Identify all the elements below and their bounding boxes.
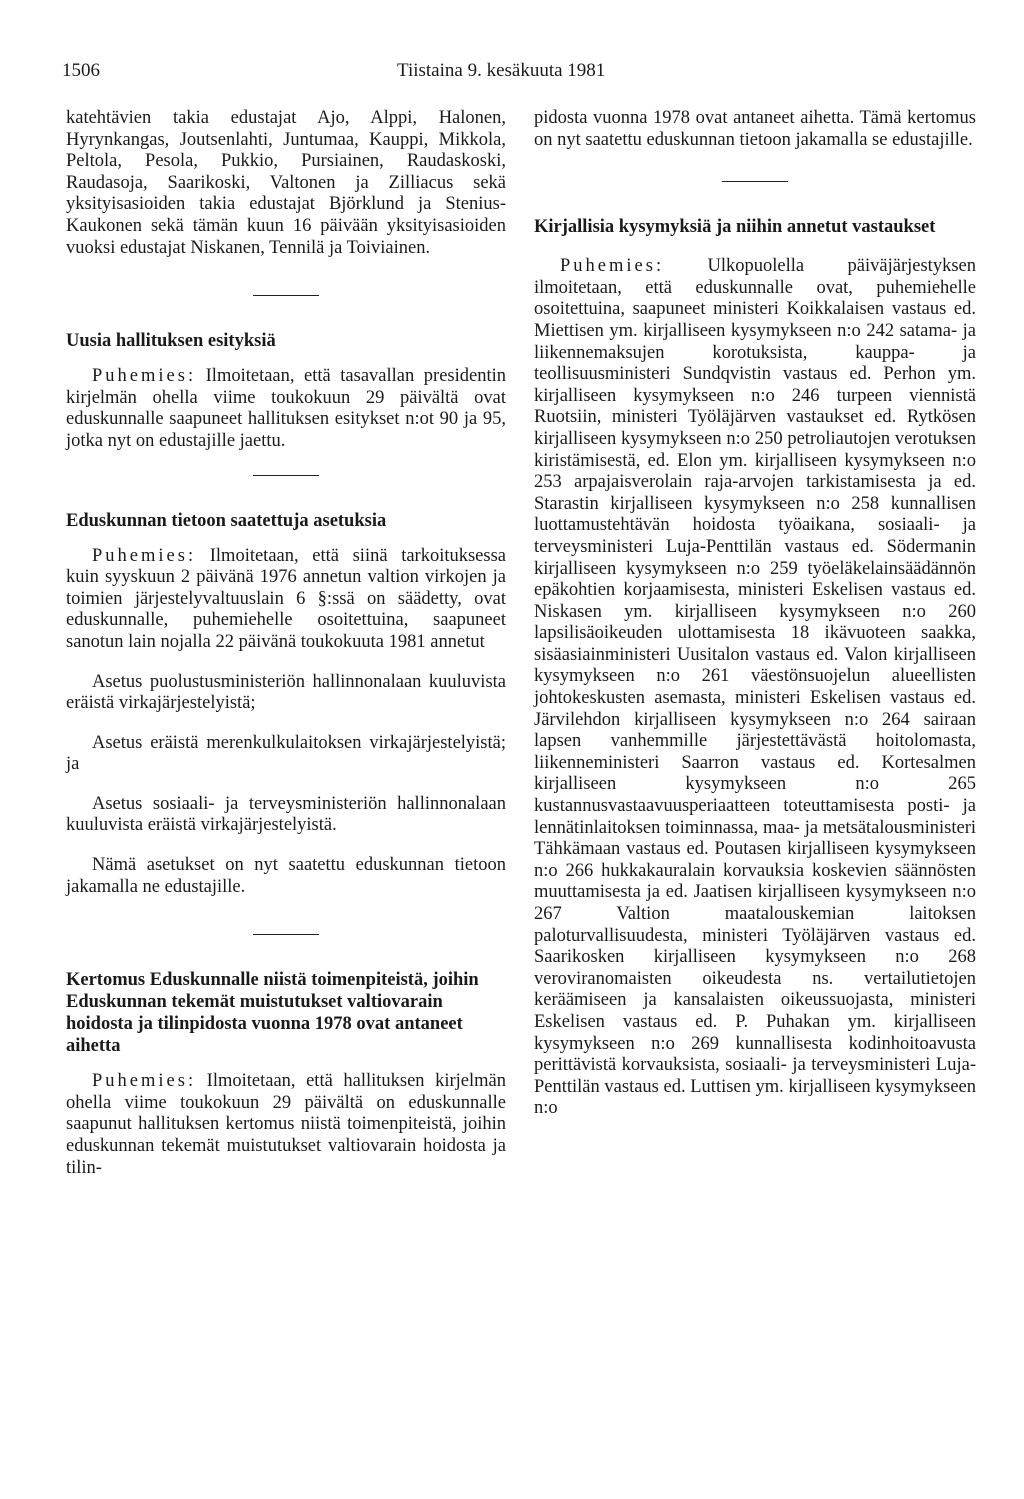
section-title-kertomus: Kertomus Eduskunnalle niistä toimenpiteistä, joihin Eduskunnan tekemät muistutukset valtiovarain hoidosta ja tilinpidosta vuonna 1978 ovat antaneet aihetta — [66, 970, 479, 1057]
section-title-hallituksen-esityksia: Uusia hallituksen esityksiä — [66, 331, 276, 352]
paragraph-text: Ilmoitetaan, että tasavallan presidentin kirjelmän ohella viime toukokuun 29 päivältä ovat eduskunnalle saapuneet hallituksen esitykset n:ot 90 ja 95, jotka nyt on edustajille jaettu. — [66, 366, 506, 451]
speaker-label: Puhemies: — [92, 1071, 197, 1092]
page-date: Tiistaina 9. kesäkuuta 1981 — [397, 60, 606, 81]
intro-paragraph: katehtävien takia edustajat Ajo, Alppi, Halonen, Hyrynkangas, Joutsenlahti, Juntumaa, Kauppi, Mikkola, Peltola, Pesola, Pukkio, Pursiainen, Raudaskoski, Raudasoja, Saarikoski, Valtonen ja Zilliacus sekä yksityisasioiden takia edustajat Björklund ja Stenius-Kaukonen sekä tämän kuun 16 päivään yksityisasioiden vuoksi edustajat Niskanen, Tennilä ja Toiviainen. — [66, 108, 506, 258]
section-paragraph — [66, 546, 506, 654]
speaker-label: Puhemies: — [560, 256, 665, 277]
page-header — [62, 60, 962, 90]
speaker-label: Puhemies: — [92, 366, 197, 387]
speaker-label: Puhemies: — [92, 545, 197, 566]
paragraph-text: Ilmoitetaan, että siinä tarkoituksessa kuin syyskuun 2 päivänä 1976 annetun valtion virkojen ja toimien järjestelyvaltuuslain 6 §:ssä on säädetty, ovat eduskunnalle, puhemiehelle osoitettuina, saapuneet sanotun lain nojalla 22 päivänä toukokuuta 1981 annetut — [66, 545, 507, 652]
left-column — [66, 108, 506, 1179]
section-paragraph — [66, 366, 506, 452]
closing-paragraph: Nämä asetukset on nyt saatettu eduskunnan tietoon jakamalla ne edustajille. — [66, 855, 506, 897]
continuation-paragraph: pidosta vuonna 1978 ovat antaneet aihetta. Tämä kertomus on nyt saatettu eduskunnan tietoon jakamalla se edustajille. — [534, 108, 976, 150]
section-paragraph — [66, 1071, 506, 1179]
paragraph-text: Ilmoitetaan, että hallituksen kirjelmän ohella viime toukokuun 29 päivältä on eduskunnalle saapunut hallituksen kertomus niistä toimenpiteistä, joihin eduskunnan tekemät muistutukset valtiovarain hoidosta ja tilin- — [66, 1071, 506, 1178]
decree-item: Asetus sosiaali- ja terveysministeriön hallinnonalaan kuuluvista eräistä virkajärjestelyistä. — [66, 793, 506, 836]
decree-item: Asetus puolustusministeriön hallinnonalaan kuuluvista eräistä virkajärjestelyistä; — [66, 671, 506, 714]
right-column — [534, 108, 976, 1120]
section-title-asetuksia: Eduskunnan tietoon saatettuja asetuksia — [66, 510, 387, 531]
page-number: 1506 — [62, 60, 100, 81]
paragraph-text: Ulkopuolella päiväjärjestyksen ilmoitetaan, että eduskunnalle ovat, puhemiehelle osoitettuina, saapuneet ministeri Koikkalaisen vastaus ed. Miettisen ym. kirjalliseen kysymykseen n:o 242 satama- ja liikennemaksujen korotuksista, kauppa- ja teollisuusministeri Sundqvistin vastaus ed. Perhon ym. kirjalliseen kysymykseen n:o 246 turpeen viennistä Ruotsiin, ministeri Työläjärven vastaukset ed. Rytkösen kirjalliseen kysymykseen n:o 250 petroliautojen verotuksen kiristämisestä, ed. Elon ym. kirjalliseen kysymykseen n:o 253 arpajaisverolain raja-arvojen tarkistamisesta ja ed. Starastin kirjalliseen kysymykseen n:o 258 kunnallisen luottamustehtävän hoidosta työaikana, sosiaali- ja terveysministeri Luja-Penttilän vastaus ed. Södermanin kirjalliseen kysymykseen n:o 259 työeläkelainsäädännön epäkohtien korjaamisesta, ministeri Eskelisen vastaus ed. Niskasen ym. kirjalliseen kysymykseen n:o 260 lapsilisäoikeuden ulottamisesta 18 ikävuoteen saakka, sisäasiainministeri Uusitalon vastaus ed. Valon kirjalliseen kysymykseen n:o 261 väestönsuojelun alueellisten johtokeskusten asemasta, ministeri Eskelisen vastaus ed. Järvilehdon kirjalliseen kysymykseen n:o 264 sairaan lapsen vanhemmille järjestettävästä hoitolomasta, liikenneministeri Saarron vastaus ed. Kortesalmen kirjalliseen kysymykseen n:o 265 kustannusvastaavuusperiaatteen toteuttamisesta posti- ja lennätinlaitoksen toiminnassa, maa- ja metsätalousministeri Tähkämaan vastaus ed. Poutasen kirjalliseen kysymykseen n:o 266 hukkakauralain korvauksia koskevien säännösten muuttamisesta ja ed. Jaatisen kirjalliseen kysymykseen n:o 267 Valtion maatalouskemian laitoksen paloturvallisuudesta, ministeri Työläjärven vastaus ed. Saarikosken kirjalliseen kysymykseen n:o 268 veroviranomaisten oikeudesta ns. vertailutietojen keräämiseen ja kansalaisten oikeussuojasta, ministeri Eskelisen vastaus ed. P. Puhakan ym. kirjalliseen kysymykseen n:o 269 kunnallisesta kodinhoitoavusta perittävistä korvauksista, sosiaali- ja terveysministeri Luja-Penttilän vastaus ed. Luttisen ym. kirjalliseen kysymykseen n:o — [534, 256, 976, 1119]
section-paragraph — [534, 256, 976, 1120]
decree-item: Asetus eräistä merenkulkulaitoksen virkajärjestelyistä; ja — [66, 732, 506, 775]
section-title-kysymyksia: Kirjallisia kysymyksiä ja niihin annetut vastaukset — [534, 217, 936, 238]
